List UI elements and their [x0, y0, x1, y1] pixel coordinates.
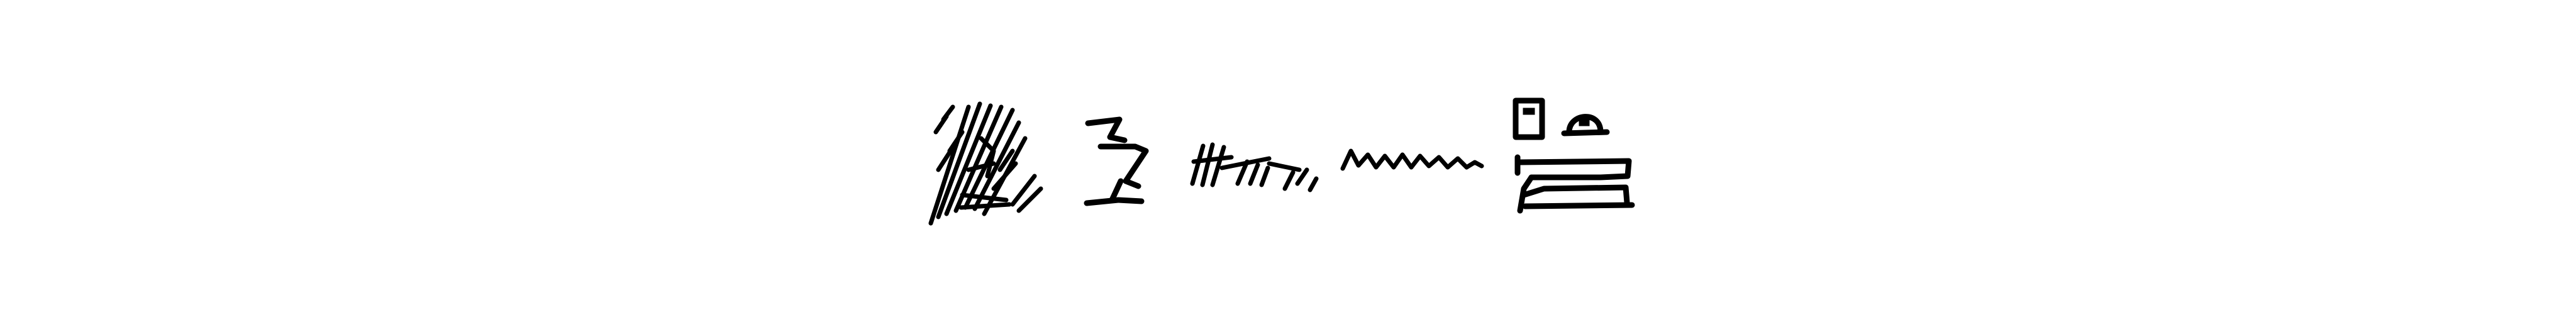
house-plan-icon — [1506, 94, 1641, 217]
water-ripple-icon — [1340, 143, 1484, 175]
zigzag-hook-icon — [1082, 112, 1154, 209]
hatched-stroke-sign — [1187, 140, 1319, 193]
z-shaped-sign — [1082, 112, 1154, 209]
water-ripple-sign — [1340, 143, 1484, 175]
house-and-bread-sign — [1506, 94, 1641, 217]
short-hatch-icon — [1187, 140, 1319, 193]
hatched-block-sign — [924, 94, 1057, 226]
hatched-sign-icon — [924, 94, 1057, 226]
